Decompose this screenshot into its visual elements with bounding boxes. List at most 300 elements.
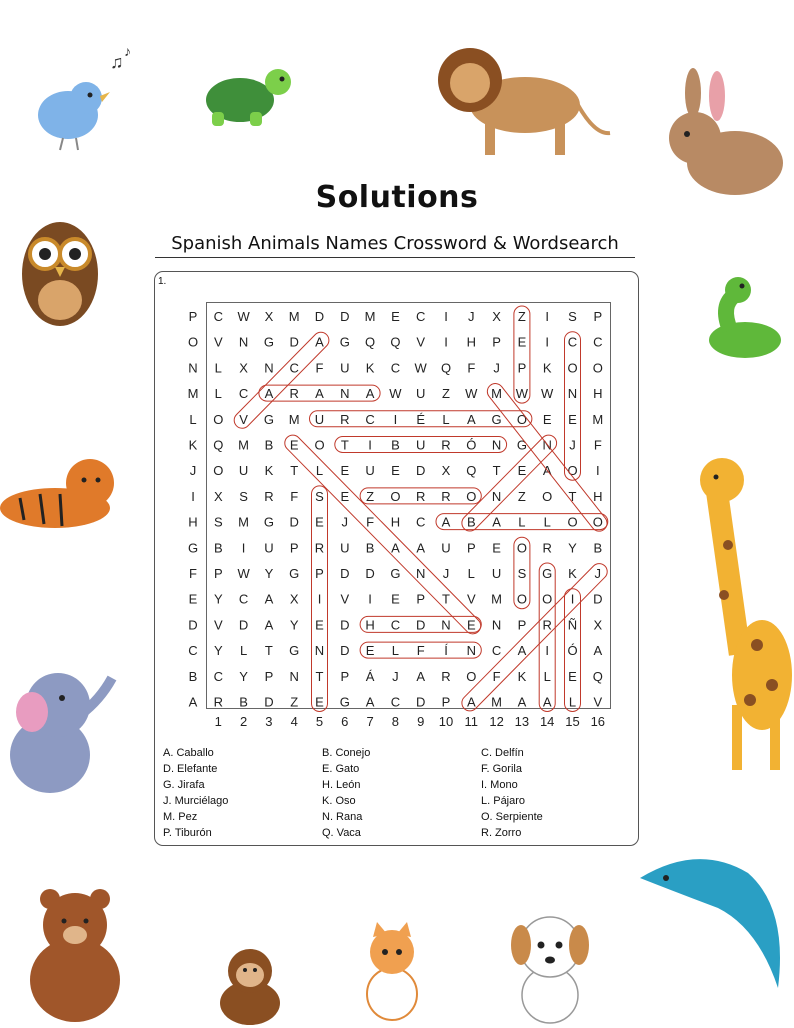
grid-letter: E <box>466 617 476 633</box>
grid-letter: M <box>491 591 503 607</box>
grid-letter: A <box>542 694 552 710</box>
grid-letter: A <box>542 463 552 479</box>
grid-letter: A <box>593 643 603 659</box>
grid-letter: A <box>188 694 198 710</box>
column-number: 6 <box>341 714 349 729</box>
grid-letter: U <box>264 540 274 556</box>
grid-letter: C <box>213 309 223 324</box>
grid-letter: N <box>340 386 350 402</box>
grid-letter: L <box>518 514 526 530</box>
grid-letter: J <box>392 668 399 684</box>
grid-letter: F <box>290 488 299 504</box>
grid-letter: E <box>340 463 350 479</box>
answer-key-item: Q. Vaca <box>322 827 361 839</box>
grid-letter: K <box>365 360 375 376</box>
answer-key-item: R. Zorro <box>481 827 522 839</box>
grid-letter: T <box>340 437 349 453</box>
grid-letter: O <box>213 411 224 427</box>
answer-key-item: L. Pájaro <box>481 795 526 807</box>
column-number: 15 <box>565 714 580 729</box>
grid-letter: G <box>491 411 502 427</box>
grid-letter: C <box>416 309 426 324</box>
grid-letter: H <box>188 514 198 530</box>
grid-letter: A <box>264 591 274 607</box>
answer-key-item: H. León <box>322 779 361 791</box>
grid-letter: K <box>264 463 274 479</box>
grid-letter: N <box>491 437 502 453</box>
grid-letter: N <box>289 668 299 684</box>
grid-letter: E <box>391 591 400 607</box>
grid-letter: Y <box>264 566 274 581</box>
grid-letter: D <box>416 463 426 479</box>
grid-letter: W <box>414 360 427 376</box>
grid-letter: R <box>441 668 451 684</box>
grid-letter: M <box>187 386 199 402</box>
grid-letter: Q <box>213 437 224 453</box>
grid-letter: C <box>390 617 401 633</box>
rabbit-icon <box>655 68 790 203</box>
grid-letter: R <box>264 488 274 504</box>
svg-text:♪: ♪ <box>124 43 131 59</box>
grid-letter: H <box>593 386 603 402</box>
grid-letter: D <box>340 309 350 324</box>
turtle-icon <box>198 60 298 140</box>
grid-letter: N <box>466 643 476 659</box>
giraffe-icon <box>692 445 794 775</box>
solution-highlight <box>539 563 555 712</box>
grid-letter: C <box>289 360 299 376</box>
grid-letter: A <box>466 411 476 427</box>
grid-letter: E <box>391 309 400 324</box>
column-number: 7 <box>366 714 374 729</box>
grid-letter: L <box>214 386 222 402</box>
grid-letter: F <box>189 566 197 581</box>
grid-letter: O <box>390 488 401 504</box>
grid-letter: O <box>592 360 603 376</box>
grid-letter: G <box>339 694 350 710</box>
grid-letter: Á <box>365 668 375 684</box>
grid-letter: O <box>516 591 527 607</box>
grid-letter: I <box>368 591 372 607</box>
grid-letter: C <box>390 360 401 376</box>
grid-letter: Z <box>517 488 526 504</box>
grid-letter: T <box>315 668 324 684</box>
grid-letter: G <box>263 514 274 530</box>
tiger-icon <box>0 448 135 538</box>
grid-letter: F <box>492 668 501 684</box>
grid-letter: T <box>492 463 501 479</box>
column-number: 13 <box>514 714 530 729</box>
grid-letter: R <box>542 540 552 556</box>
grid-letter: D <box>289 514 299 530</box>
grid-letter: E <box>340 488 350 504</box>
grid-letter: N <box>264 360 274 376</box>
grid-letter: I <box>570 591 575 607</box>
grid-letter: I <box>444 334 448 350</box>
grid-letter: N <box>314 643 325 659</box>
grid-letter: K <box>517 668 527 684</box>
grid-letter: E <box>568 668 577 684</box>
grid-letter: P <box>213 566 223 581</box>
grid-letter: Z <box>442 386 450 402</box>
cat-icon <box>355 922 430 1022</box>
grid-letter: C <box>593 334 603 350</box>
grid-letter: J <box>594 566 602 581</box>
solution-highlight <box>565 332 581 481</box>
puzzle-number: 1. <box>158 276 167 287</box>
grid-letter: Y <box>213 591 223 607</box>
grid-letter: J <box>442 566 450 581</box>
grid-letter: V <box>466 591 476 607</box>
column-number: 16 <box>590 714 606 729</box>
grid-letter: P <box>593 309 603 324</box>
column-number: 2 <box>239 714 248 729</box>
grid-letter: P <box>188 309 198 324</box>
grid-letter: U <box>416 437 426 453</box>
grid-letter: P <box>289 540 299 556</box>
grid-letter: E <box>568 411 577 427</box>
grid-letter: P <box>466 540 476 556</box>
grid-letter: Q <box>365 334 376 350</box>
answer-key-item: J. Murciélago <box>163 795 229 807</box>
grid-letter: T <box>290 463 299 479</box>
grid-letter: L <box>189 411 197 427</box>
grid-letter: S <box>315 488 324 504</box>
grid-letter: L <box>568 694 577 710</box>
grid-letter: A <box>492 514 501 530</box>
grid-letter: B <box>264 437 274 453</box>
grid-letter: Z <box>517 309 526 324</box>
grid-letter: T <box>568 488 577 504</box>
grid-letter: W <box>389 386 402 402</box>
bear-icon <box>10 885 140 1025</box>
grid-letter: R <box>340 411 350 427</box>
grid-letter: V <box>593 694 603 710</box>
grid-letter: P <box>416 591 426 607</box>
grid-letter: E <box>517 463 527 479</box>
grid-letter: L <box>543 668 551 684</box>
grid-letter: U <box>416 386 426 402</box>
grid-letter: Ó <box>567 643 578 659</box>
grid-letter: N <box>416 566 426 581</box>
grid-letter: O <box>466 668 477 684</box>
column-number: 11 <box>464 714 479 729</box>
answer-key-item: O. Serpiente <box>481 811 543 823</box>
grid-letter: V <box>213 334 223 350</box>
monkey-icon <box>205 945 295 1025</box>
grid-letter: C <box>567 334 578 350</box>
grid-letter: J <box>189 463 197 479</box>
grid-letter: D <box>340 617 350 633</box>
solution-highlight <box>459 560 611 714</box>
grid-letter: N <box>542 437 552 453</box>
grid-letter: N <box>491 488 502 504</box>
column-number: 14 <box>539 714 555 729</box>
grid-letter: L <box>315 463 324 479</box>
grid-letter: O <box>542 488 553 504</box>
grid-letter: B <box>239 694 248 710</box>
grid-letter: O <box>213 463 224 479</box>
grid-letter: Q <box>390 334 401 350</box>
grid-letter: C <box>491 643 502 659</box>
grid-letter: Y <box>568 540 577 556</box>
grid-letter: U <box>365 463 375 479</box>
grid-letter: K <box>188 437 198 453</box>
grid-letter: J <box>341 514 349 530</box>
grid-letter: X <box>264 309 274 324</box>
grid-letter: M <box>288 411 300 427</box>
grid-letter: Y <box>289 617 299 633</box>
grid-letter: N <box>491 617 502 633</box>
grid-letter: O <box>466 488 477 504</box>
grid-letter: I <box>595 463 600 479</box>
grid-letter: O <box>567 360 578 376</box>
grid-letter: A <box>365 694 375 710</box>
grid-letter: A <box>315 386 324 402</box>
grid-letter: H <box>593 488 603 504</box>
grid-letter: I <box>241 540 246 556</box>
grid-letter: C <box>390 694 401 710</box>
grid-letter: J <box>468 309 475 324</box>
grid-letter: N <box>188 360 198 376</box>
grid-letter: L <box>214 360 222 376</box>
grid-letter: F <box>416 643 425 659</box>
column-number: 4 <box>290 714 298 729</box>
grid-letter: V <box>213 617 223 633</box>
grid-letter: K <box>542 360 552 376</box>
grid-letter: G <box>339 334 350 350</box>
elephant-icon <box>0 660 120 800</box>
grid-letter: B <box>466 514 476 530</box>
grid-letter: O <box>516 540 527 556</box>
grid-letter: O <box>516 411 527 427</box>
grid-letter: E <box>365 643 375 659</box>
column-number: 8 <box>391 714 400 729</box>
grid-letter: Z <box>290 694 299 710</box>
grid-letter: P <box>315 566 324 581</box>
grid-letter: C <box>416 514 426 530</box>
grid-letter: C <box>213 668 223 684</box>
page-subtitle: Spanish Animals Names Crossword & Wordsearch <box>155 233 635 258</box>
grid-letter: B <box>188 668 198 684</box>
grid-letter: I <box>444 309 448 324</box>
grid-letter: A <box>416 540 426 556</box>
grid-letter: A <box>416 668 426 684</box>
grid-letter: O <box>592 514 603 530</box>
grid-letter: K <box>568 566 577 581</box>
grid-letter: F <box>593 437 602 453</box>
grid-letter: N <box>441 617 451 633</box>
grid-letter: T <box>264 643 273 659</box>
grid-letter: E <box>315 514 324 530</box>
grid-letter: G <box>390 566 401 581</box>
grid-letter: L <box>467 566 475 581</box>
grid-letter: G <box>289 643 300 659</box>
answer-key-item: F. Gorila <box>481 763 522 775</box>
grid-letter: S <box>213 514 223 530</box>
grid-letter: P <box>264 668 274 684</box>
grid-letter: W <box>541 386 554 402</box>
grid-letter: G <box>542 566 553 581</box>
grid-letter: B <box>593 540 603 556</box>
grid-letter: G <box>263 411 274 427</box>
answer-key-item: P. Tiburón <box>163 827 212 839</box>
lion-icon <box>420 25 615 160</box>
grid-letter: N <box>238 334 249 350</box>
page-title: Solutions <box>315 180 479 215</box>
answer-key-item: B. Conejo <box>322 747 371 759</box>
grid-letter: R <box>542 617 552 633</box>
answer-key-item: D. Elefante <box>163 763 218 775</box>
grid-letter: A <box>264 386 274 402</box>
svg-text:♫: ♫ <box>110 52 124 72</box>
grid-letter: R <box>416 488 426 504</box>
grid-letter: I <box>368 437 372 453</box>
grid-letter: J <box>569 437 576 453</box>
grid-letter: A <box>466 694 476 710</box>
grid-letter: D <box>314 309 325 324</box>
grid-letter: S <box>239 488 248 504</box>
column-number: 10 <box>438 714 454 729</box>
grid-letter: F <box>467 360 476 376</box>
bird-icon <box>18 40 138 160</box>
grid-letter: E <box>492 540 501 556</box>
answer-key-item: A. Caballo <box>163 747 214 759</box>
grid-letter: R <box>289 386 299 402</box>
grid-letter: A <box>315 334 324 350</box>
grid-letter: Q <box>440 360 452 376</box>
grid-letter: O <box>567 514 578 530</box>
grid-letter: I <box>545 334 550 350</box>
answer-key-item: I. Mono <box>481 779 518 791</box>
grid-letter: M <box>364 309 376 324</box>
answer-key-item: C. Delfín <box>481 747 524 759</box>
grid-letter: F <box>366 514 375 530</box>
grid-letter: C <box>238 591 249 607</box>
grid-letter: P <box>340 668 350 684</box>
answer-key-item: G. Jirafa <box>163 779 205 791</box>
grid-letter: U <box>340 360 350 376</box>
grid-letter: D <box>238 617 249 633</box>
grid-letter: A <box>365 386 375 402</box>
grid-letter: B <box>391 437 400 453</box>
grid-letter: R <box>314 540 325 556</box>
grid-letter: B <box>365 540 375 556</box>
grid-letter: H <box>390 514 401 530</box>
snake-icon <box>700 270 785 365</box>
answer-key-item: E. Gato <box>322 763 360 775</box>
grid-letter: W <box>515 386 529 402</box>
grid-letter: A <box>517 643 527 659</box>
grid-letter: E <box>315 694 324 710</box>
grid-letter: D <box>340 643 350 659</box>
grid-letter: E <box>315 617 324 633</box>
grid-letter: A <box>391 540 400 556</box>
answer-key-item: K. Oso <box>322 795 356 807</box>
grid-letter: S <box>517 566 527 581</box>
grid-letter: W <box>465 386 478 402</box>
grid-letter: Í <box>444 643 448 659</box>
grid-letter: O <box>567 463 578 479</box>
grid-letter: D <box>340 566 350 581</box>
grid-letter: A <box>264 617 274 633</box>
grid-letter: I <box>545 309 550 324</box>
dog-icon <box>505 905 595 1025</box>
grid-letter: I <box>393 411 398 427</box>
grid-letter: D <box>264 694 274 710</box>
grid-letter: C <box>188 643 198 659</box>
grid-letter: M <box>238 437 250 453</box>
grid-letter: E <box>391 463 400 479</box>
grid-letter: U <box>491 566 502 581</box>
grid-letter: P <box>517 617 527 633</box>
grid-letter: O <box>314 437 325 453</box>
grid-letter: V <box>416 334 426 350</box>
column-number: 9 <box>417 714 425 729</box>
grid-letter: D <box>593 591 603 607</box>
answer-key-item: N. Rana <box>322 811 363 823</box>
grid-letter: L <box>391 643 400 659</box>
grid-letter: D <box>416 694 426 710</box>
grid-letter: U <box>238 463 249 479</box>
grid-letter: G <box>187 540 199 556</box>
grid-letter: C <box>238 386 249 402</box>
grid-letter: X <box>441 463 451 479</box>
grid-letter: H <box>466 334 476 350</box>
grid-letter: L <box>543 514 551 530</box>
grid-letter: I <box>317 591 322 607</box>
grid-letter: D <box>188 617 198 633</box>
grid-letter: O <box>542 591 553 607</box>
grid-letter: P <box>517 360 527 376</box>
grid-letter: A <box>517 694 527 710</box>
grid-letter: U <box>340 540 350 556</box>
grid-letter: I <box>545 643 550 659</box>
grid-letter: M <box>288 309 300 324</box>
grid-letter: E <box>542 411 552 427</box>
grid-letter: D <box>289 334 299 350</box>
grid-letter: R <box>213 694 223 710</box>
answer-key-item: M. Pez <box>163 811 198 823</box>
grid-letter: U <box>314 411 325 427</box>
grid-letter: A <box>441 514 451 530</box>
grid-letter: N <box>567 386 578 402</box>
grid-letter: J <box>493 360 500 376</box>
grid-letter: P <box>441 694 451 710</box>
grid-letter: S <box>568 309 577 324</box>
grid-letter: L <box>442 411 450 427</box>
grid-letter: Y <box>239 668 248 684</box>
grid-letter: U <box>441 540 451 556</box>
grid-letter: G <box>289 566 300 581</box>
grid-letter: X <box>289 591 299 607</box>
grid-letter: W <box>237 309 250 324</box>
column-number: 5 <box>315 714 324 729</box>
grid-letter: D <box>365 566 375 581</box>
grid-letter: M <box>238 514 250 530</box>
grid-letter: Q <box>466 463 477 479</box>
grid-letter: E <box>517 334 527 350</box>
grid-letter: H <box>365 617 375 633</box>
column-number: 1 <box>214 714 222 729</box>
grid-letter: R <box>441 488 451 504</box>
grid-letter: Ó <box>466 437 477 453</box>
grid-letter: E <box>188 591 198 607</box>
solution-highlight <box>484 380 610 534</box>
grid-letter: C <box>365 411 375 427</box>
column-number: 3 <box>265 714 273 729</box>
grid-letter: W <box>237 566 250 581</box>
